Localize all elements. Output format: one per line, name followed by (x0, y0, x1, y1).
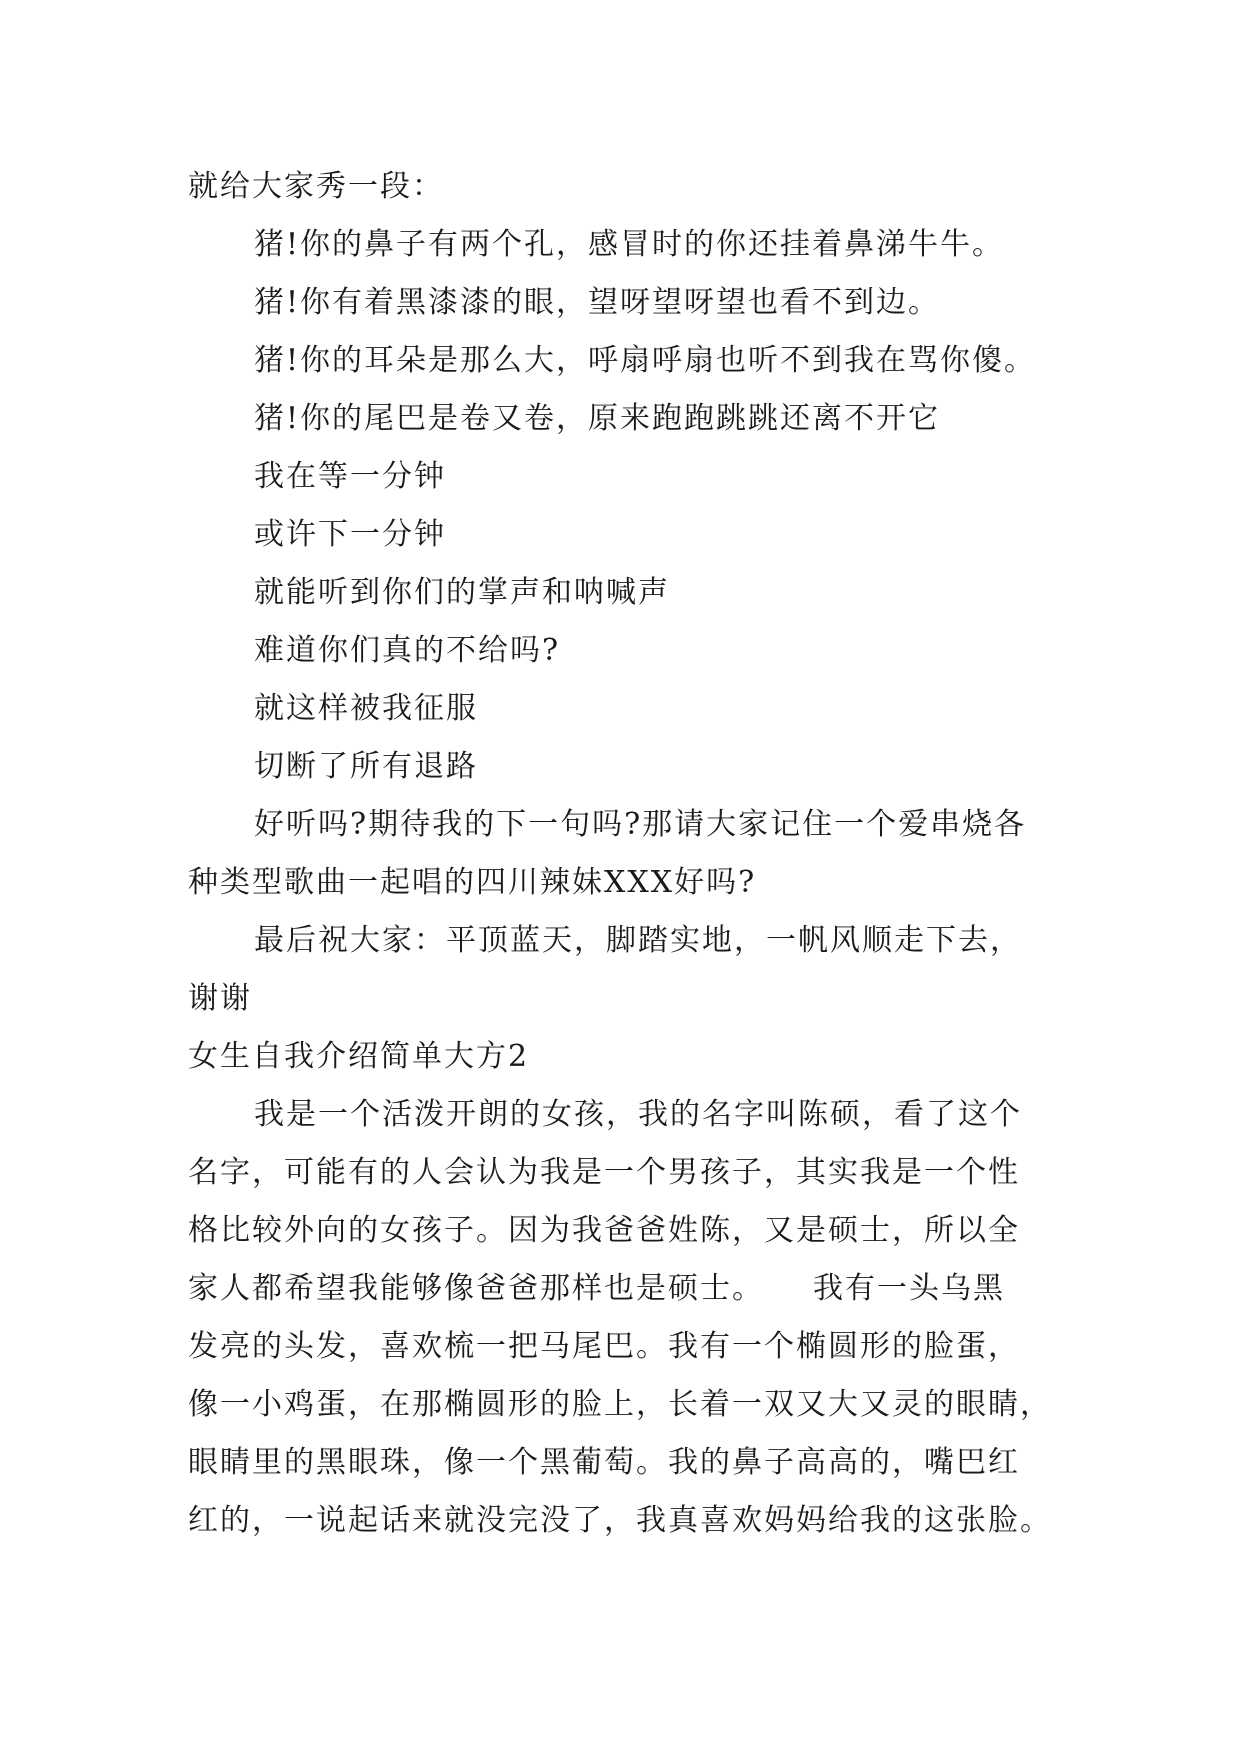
text-line: 最后祝大家：平顶蓝天，脚踏实地，一帆风顺走下去， (254, 923, 1022, 958)
text-line: 名字，可能有的人会认为我是一个男孩子，其实我是一个性 (188, 1155, 1020, 1190)
text-line: 猪!你的鼻子有两个孔，感冒时的你还挂着鼻涕牛牛。 (254, 227, 1005, 262)
text-line: 眼睛里的黑眼珠，像一个黑葡萄。我的鼻子高高的，嘴巴红 (188, 1445, 1020, 1480)
text-line: 格比较外向的女孩子。因为我爸爸姓陈，又是硕士，所以全 (188, 1213, 1020, 1248)
text-line: 就能听到你们的掌声和呐喊声 (254, 575, 670, 610)
text-line: 发亮的头发，喜欢梳一把马尾巴。我有一个椭圆形的脸蛋， (188, 1329, 1020, 1364)
section-heading: 女生自我介绍简单大方2 (188, 1039, 530, 1074)
text-line: 我是一个活泼开朗的女孩，我的名字叫陈硕，看了这个 (254, 1097, 1022, 1132)
text-line: 好听吗?期待我的下一句吗?那请大家记住一个爱串烧各 (254, 807, 1027, 842)
text-line: 切断了所有退路 (254, 749, 478, 784)
text-line: 我在等一分钟 (254, 459, 446, 494)
text-line: 种类型歌曲一起唱的四川辣妹XXX好吗? (188, 865, 757, 900)
text-line: 红的，一说起话来就没完没了，我真喜欢妈妈给我的这张脸。 (188, 1503, 1052, 1538)
text-line: 猪!你有着黑漆漆的眼，望呀望呀望也看不到边。 (254, 285, 941, 320)
text-line: 家人都希望我能够像爸爸那样也是硕士。 我有一头乌黑 (188, 1271, 1005, 1306)
text-line: 猪!你的尾巴是卷又卷，原来跑跑跳跳还离不开它 (254, 401, 941, 436)
text-line: 就这样被我征服 (254, 691, 478, 726)
text-line: 就给大家秀一段： (188, 169, 444, 204)
text-line: 难道你们真的不给吗? (254, 633, 561, 668)
text-line: 像一小鸡蛋，在那椭圆形的脸上，长着一双又大又灵的眼睛， (188, 1387, 1052, 1422)
text-line: 猪!你的耳朵是那么大，呼扇呼扇也听不到我在骂你傻。 (254, 343, 1037, 378)
text-line: 谢谢 (188, 981, 252, 1016)
text-line: 或许下一分钟 (254, 517, 446, 552)
